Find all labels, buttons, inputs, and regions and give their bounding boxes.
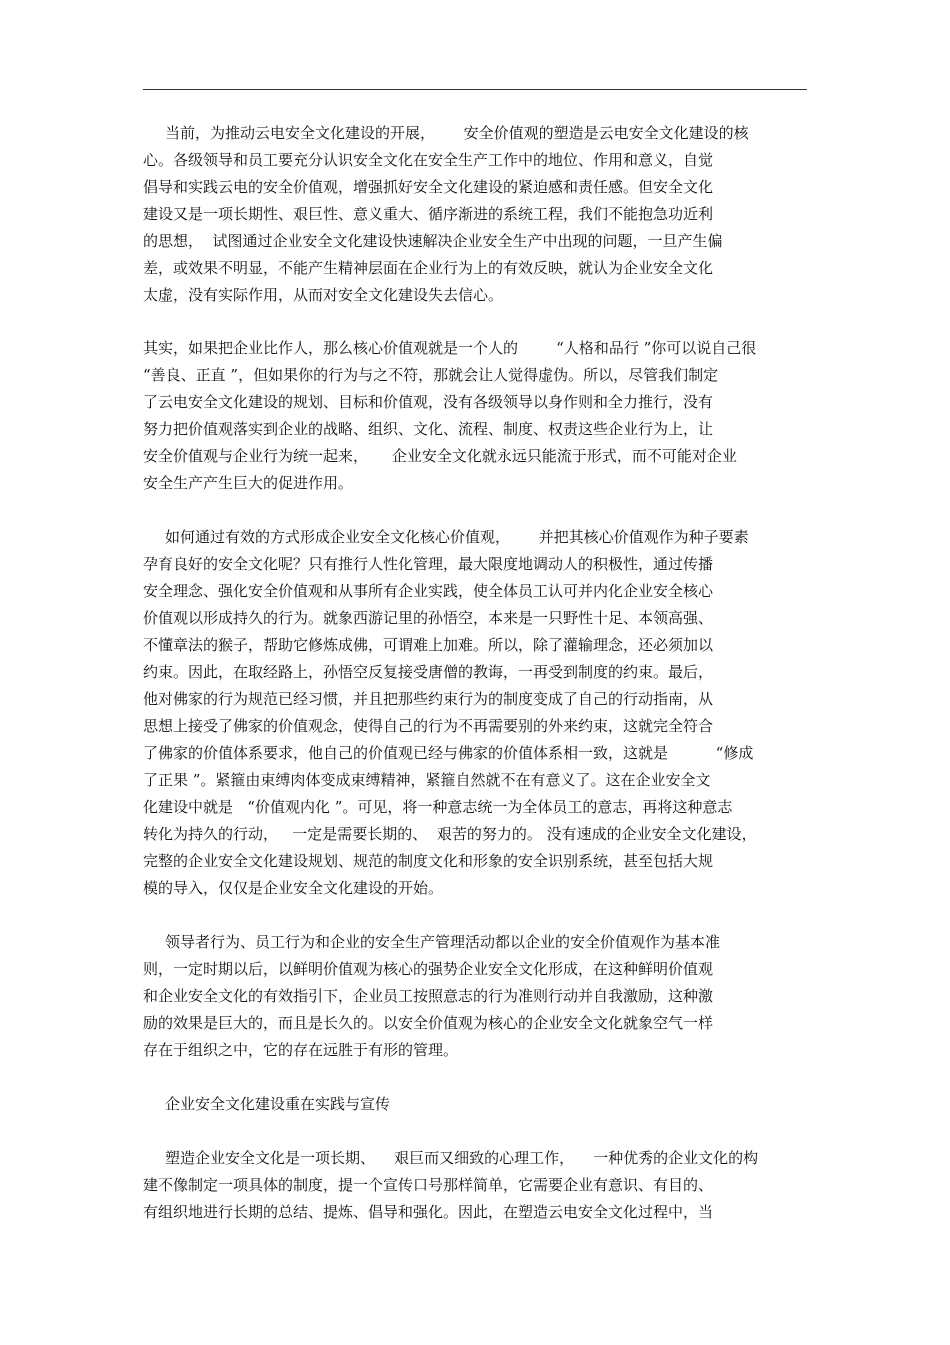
text-line: 建设又是一项长期性、艰巨性、意义重大、循序渐进的系统工程，我们不能抱急功近利	[143, 205, 714, 223]
text-line: 有组织地进行长期的总结、提炼、倡导和强化。因此，在塑造云电安全文化过程中，当	[143, 1203, 714, 1221]
text-line: 安全价值观与企业行为统一起来， 企业安全文化就永远只能流于形式，而不可能对企业	[143, 447, 737, 465]
header-rule	[143, 89, 807, 90]
text-line: 模的导入，仅仅是企业安全文化建设的开始。	[143, 879, 444, 897]
text-line: 和企业安全文化的有效指引下，企业员工按照意志的行为准则行动并自我激励，这种激	[143, 987, 714, 1005]
text-line: 励的效果是巨大的，而且是长久的。以安全价值观为核心的企业安全文化就象空气一样	[143, 1014, 714, 1032]
text-line: 价值观以形成持久的行为。就象西游记里的孙悟空，本来是一只野性十足、本领高强、	[143, 609, 714, 627]
text-line: 安全理念、强化安全价值观和从事所有企业实践，使全体员工认可并内化企业安全核心	[143, 582, 714, 600]
text-line: 努力把价值观落实到企业的战略、组织、文化、流程、制度、权责这些企业行为上，让	[143, 420, 714, 438]
text-line: 化建设中就是 “价值观内化 ”。可见，将一种意志统一为全体员工的意志，再将这种意志	[143, 798, 733, 816]
text-line: “善良、正直 ”，但如果你的行为与之不符，那就会让人觉得虚伪。所以，尽管我们制定	[143, 366, 719, 384]
text-line: 的思想， 试图通过企业安全文化建设快速解决企业安全生产中出现的问题，一旦产生偏	[143, 232, 723, 250]
text-line: 塑造企业安全文化是一项长期、 艰巨而又细致的心理工作， 一种优秀的企业文化的构	[165, 1149, 759, 1167]
text-line: 如何通过有效的方式形成企业安全文化核心价值观， 并把其核心价值观作为种子要素	[165, 528, 749, 546]
text-line: 存在于组织之中，它的存在远胜于有形的管理。	[143, 1041, 459, 1059]
text-line: 太虚，没有实际作用，从而对安全文化建设失去信心。	[143, 286, 504, 304]
section-heading: 企业安全文化建设重在实践与宣传	[165, 1095, 391, 1113]
text-line: 建不像制定一项具体的制度，提一个宣传口号那样简单，它需要企业有意识、有目的、	[143, 1176, 714, 1194]
text-line: 了佛家的价值体系要求，他自己的价值观已经与佛家的价值体系相一致，这就是 “修成	[143, 744, 754, 762]
text-line: 了正果 ”。紧箍由束缚肉体变成束缚精神，紧箍自然就不在有意义了。这在企业安全文	[143, 771, 711, 789]
text-line: 当前，为推动云电安全文化建设的开展， 安全价值观的塑造是云电安全文化建设的核	[165, 124, 749, 142]
text-line: 差，或效果不明显，不能产生精神层面在企业行为上的有效反映，就认为企业安全文化	[143, 259, 714, 277]
text-line: 安全生产产生巨大的促进作用。	[143, 474, 354, 492]
text-line: 则，一定时期以后，以鲜明价值观为核心的强势企业安全文化形成，在这种鲜明价值观	[143, 960, 714, 978]
text-line: 完整的企业安全文化建设规划、规范的制度文化和形象的安全识别系统，甚至包括大规	[143, 852, 714, 870]
text-line: 其实，如果把企业比作人，那么核心价值观就是一个人的 “人格和品行 ”你可以说自己很	[143, 339, 757, 357]
text-line: 心。各级领导和员工要充分认识安全文化在安全生产工作中的地位、作用和意义，自觉	[143, 151, 714, 169]
text-line: 转化为持久的行动， 一定是需要长期的、 艰苦的努力的。 没有速成的企业安全文化建设，	[143, 825, 757, 843]
text-line: 了云电安全文化建设的规划、目标和价值观，没有各级领导以身作则和全力推行，没有	[143, 393, 714, 411]
text-line: 倡导和实践云电的安全价值观，增强抓好安全文化建设的紧迫感和责任感。但安全文化	[143, 178, 714, 196]
text-line: 约束。因此，在取经路上，孙悟空反复接受唐僧的教诲，一再受到制度的约束。最后，	[143, 663, 714, 681]
text-line: 孕育良好的安全文化呢？只有推行人性化管理，最大限度地调动人的积极性，通过传播	[143, 555, 714, 573]
text-line: 他对佛家的行为规范已经习惯，并且把那些约束行为的制度变成了自己的行动指南，从	[143, 690, 714, 708]
text-line: 不懂章法的猴子，帮助它修炼成佛，可谓难上加难。所以，除了灌输理念，还必须加以	[143, 636, 714, 654]
text-line: 思想上接受了佛家的价值观念，使得自己的行为不再需要别的外来约束，这就完全符合	[143, 717, 714, 735]
text-line: 领导者行为、员工行为和企业的安全生产管理活动都以企业的安全价值观作为基本准	[165, 933, 721, 951]
